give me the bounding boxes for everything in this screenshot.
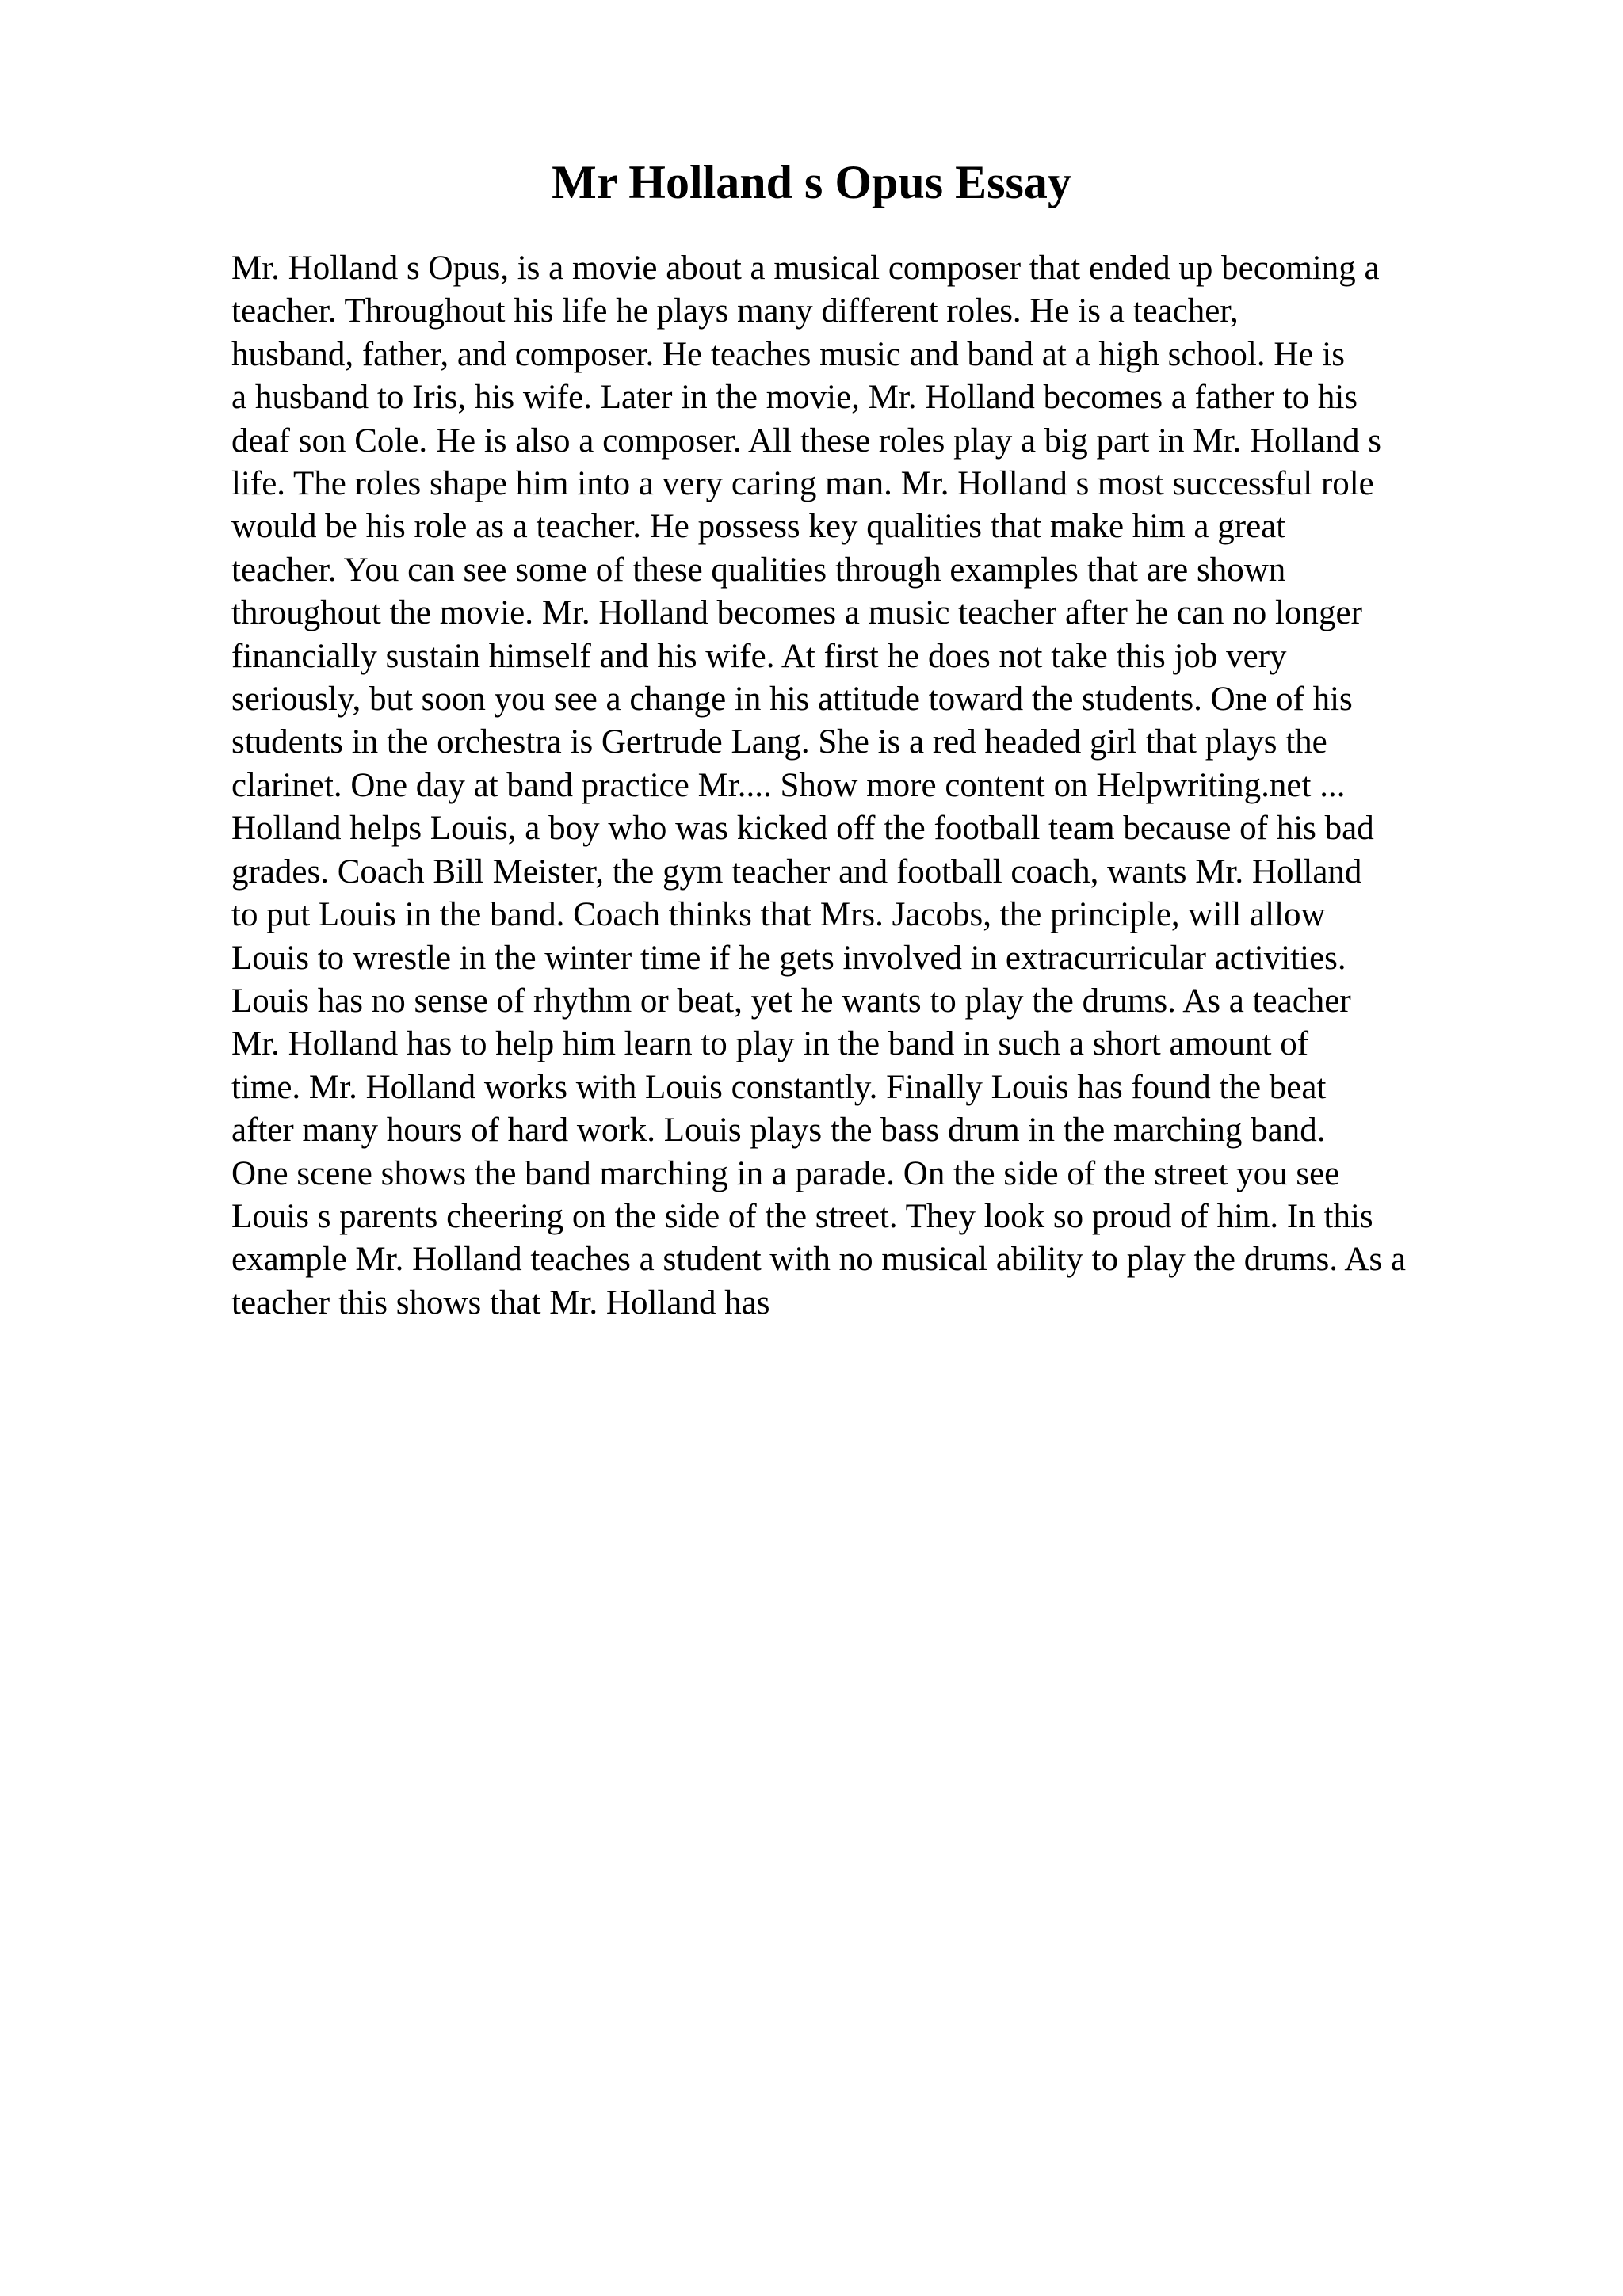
text-line: would be his role as a teacher. He possess key qualities that make him a great xyxy=(231,508,1286,546)
text-line: Mr. Holland s Opus, is a movie about a musical composer that ended up becoming a xyxy=(231,250,1380,287)
text-line: teacher. Throughout his life he plays many different roles. He is a teacher, xyxy=(231,292,1239,330)
text-line: after many hours of hard work. Louis plays the bass drum in the marching band. xyxy=(231,1112,1326,1150)
text-line: One scene shows the band marching in a parade. On the side of the street you see xyxy=(231,1154,1340,1192)
essay-body xyxy=(231,247,1531,1325)
text-line: example Mr. Holland teaches a student with no musical ability to play the drums. As a xyxy=(231,1241,1407,1279)
text-line: clarinet. One day at band practice Mr.... Show more content on Helpwriting.net ... xyxy=(231,766,1346,804)
text-line: a husband to Iris, his wife. Later in the movie, Mr. Holland becomes a father to his xyxy=(231,379,1358,417)
text-line: teacher. You can see some of these qualities through examples that are shown xyxy=(231,551,1286,589)
text-line: Louis s parents cheering on the side of the street. They look so proud of him. In this xyxy=(231,1197,1373,1235)
text-line: grades. Coach Bill Meister, the gym teacher and football coach, wants Mr. Holland xyxy=(231,852,1362,891)
text-line: Mr. Holland has to help him learn to play in the band in such a short amount of xyxy=(231,1025,1309,1063)
text-line: seriously, but soon you see a change in his attitude toward the students. One of his xyxy=(231,681,1353,719)
text-line: life. The roles shape him into a very caring man. Mr. Holland s most successful role xyxy=(231,465,1374,503)
text-line: financially sustain himself and his wife. At first he does not take this job very xyxy=(231,637,1287,675)
text-line: teacher this shows that Mr. Holland has xyxy=(231,1283,770,1322)
page-title: Mr Holland s Opus Essay xyxy=(552,156,1071,208)
text-line: deaf son Cole. He is also a composer. All these roles play a big part in Mr. Holland s xyxy=(231,421,1381,460)
text-line: husband, father, and composer. He teaches music and band at a high school. He is xyxy=(231,335,1345,373)
text-line: Louis to wrestle in the winter time if he gets involved in extracurricular activities. xyxy=(231,939,1346,977)
text-line: to put Louis in the band. Coach thinks that Mrs. Jacobs, the principle, will allow xyxy=(231,896,1326,934)
text-line: time. Mr. Holland works with Louis constantly. Finally Louis has found the beat xyxy=(231,1068,1327,1106)
text-line: Louis has no sense of rhythm or beat, yet he wants to play the drums. As a teacher xyxy=(231,982,1351,1020)
text-line: Holland helps Louis, a boy who was kicked off the football team because of his bad xyxy=(231,810,1374,848)
text-line: throughout the movie. Mr. Holland becomes a music teacher after he can no longer xyxy=(231,594,1362,632)
text-line: students in the orchestra is Gertrude Lang. She is a red headed girl that plays the xyxy=(231,723,1327,761)
